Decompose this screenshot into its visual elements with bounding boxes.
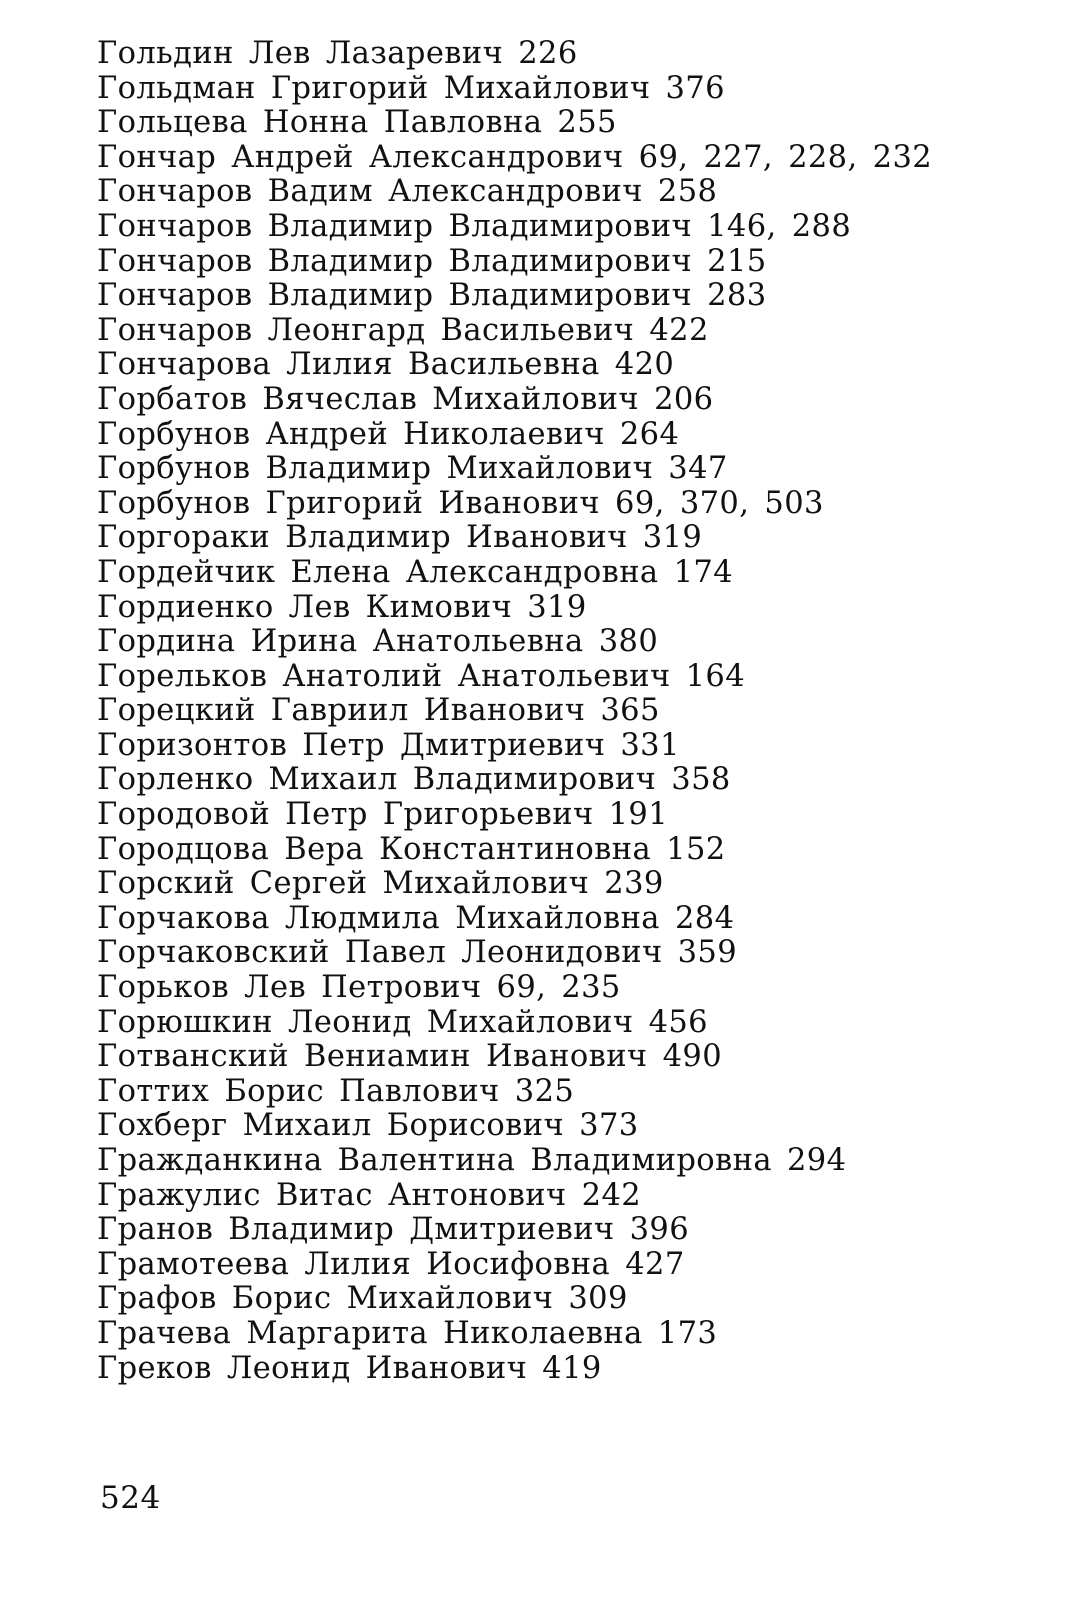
index-entry: Грамотеева Лилия Иосифовна 427 (97, 1246, 685, 1282)
index-entry: Горский Сергей Михайлович 239 (97, 866, 664, 902)
index-entry: Гольдин Лев Лазаревич 226 (97, 36, 578, 71)
index-entry: Гончаров Леонгард Васильевич 422 (97, 312, 709, 348)
index-entry: Горчаковский Павел Леонидович 359 (97, 935, 738, 971)
index-entry: Графов Борис Михайлович 309 (97, 1281, 628, 1317)
index-entry: Горбунов Андрей Николаевич 264 (97, 416, 680, 452)
index-entry: Грачева Маргарита Николаевна 173 (97, 1315, 718, 1351)
index-entry: Горбунов Владимир Михайлович 347 (97, 451, 728, 487)
index-entry: Гохберг Михаил Борисович 373 (97, 1108, 639, 1144)
index-entry: Горгораки Владимир Иванович 319 (97, 520, 703, 556)
index-entry: Городцова Вера Константиновна 152 (97, 831, 726, 867)
index-entry: Греков Леонид Иванович 419 (97, 1350, 602, 1386)
index-entry: Гражулис Витас Антонович 242 (97, 1177, 642, 1213)
index-entry: Горецкий Гавриил Иванович 365 (97, 693, 660, 729)
index-entry: Гордейчик Елена Александровна 174 (97, 554, 734, 590)
index-entry: Гончаров Владимир Владимирович 215 (97, 243, 767, 279)
index-entry: Городовой Петр Григорьевич 191 (97, 797, 669, 833)
index-entry: Готтих Борис Павлович 325 (97, 1073, 575, 1109)
index-entry: Горизонтов Петр Дмитриевич 331 (97, 727, 680, 763)
index-entry: Горленко Михаил Владимирович 358 (97, 762, 731, 798)
index-entry: Гордиенко Лев Кимович 319 (97, 589, 587, 625)
index-entry: Гольдман Григорий Михайлович 376 (97, 70, 725, 106)
name-index-list (97, 37, 1037, 1386)
page-number: 524 (100, 1480, 161, 1516)
index-entry: Гончаров Вадим Александрович 258 (97, 174, 718, 210)
index-entry: Гончарова Лилия Васильевна 420 (97, 347, 675, 383)
index-entry: Гордина Ирина Анатольевна 380 (97, 624, 659, 660)
index-entry: Горбунов Григорий Иванович 69, 370, 503 (97, 485, 824, 521)
index-entry: Горельков Анатолий Анатольевич 164 (97, 658, 746, 694)
index-entry: Горчакова Людмила Михайловна 284 (97, 900, 735, 936)
index-entry: Гончаров Владимир Владимирович 146, 288 (97, 208, 852, 244)
index-entry: Гольцева Нонна Павловна 255 (97, 105, 617, 141)
index-entry: Гранов Владимир Дмитриевич 396 (97, 1212, 690, 1248)
index-entry: Горьков Лев Петрович 69, 235 (97, 970, 621, 1006)
index-entry: Горюшкин Леонид Михайлович 456 (97, 1004, 708, 1040)
index-entry: Горбатов Вячеслав Михайлович 206 (97, 381, 714, 417)
index-entry: Гончаров Владимир Владимирович 283 (97, 278, 767, 314)
index-entry: Готванский Вениамин Иванович 490 (97, 1039, 723, 1075)
index-entry: Гражданкина Валентина Владимировна 294 (97, 1143, 847, 1178)
index-entry: Гончар Андрей Александрович 69, 227, 228, 232 (97, 139, 933, 175)
